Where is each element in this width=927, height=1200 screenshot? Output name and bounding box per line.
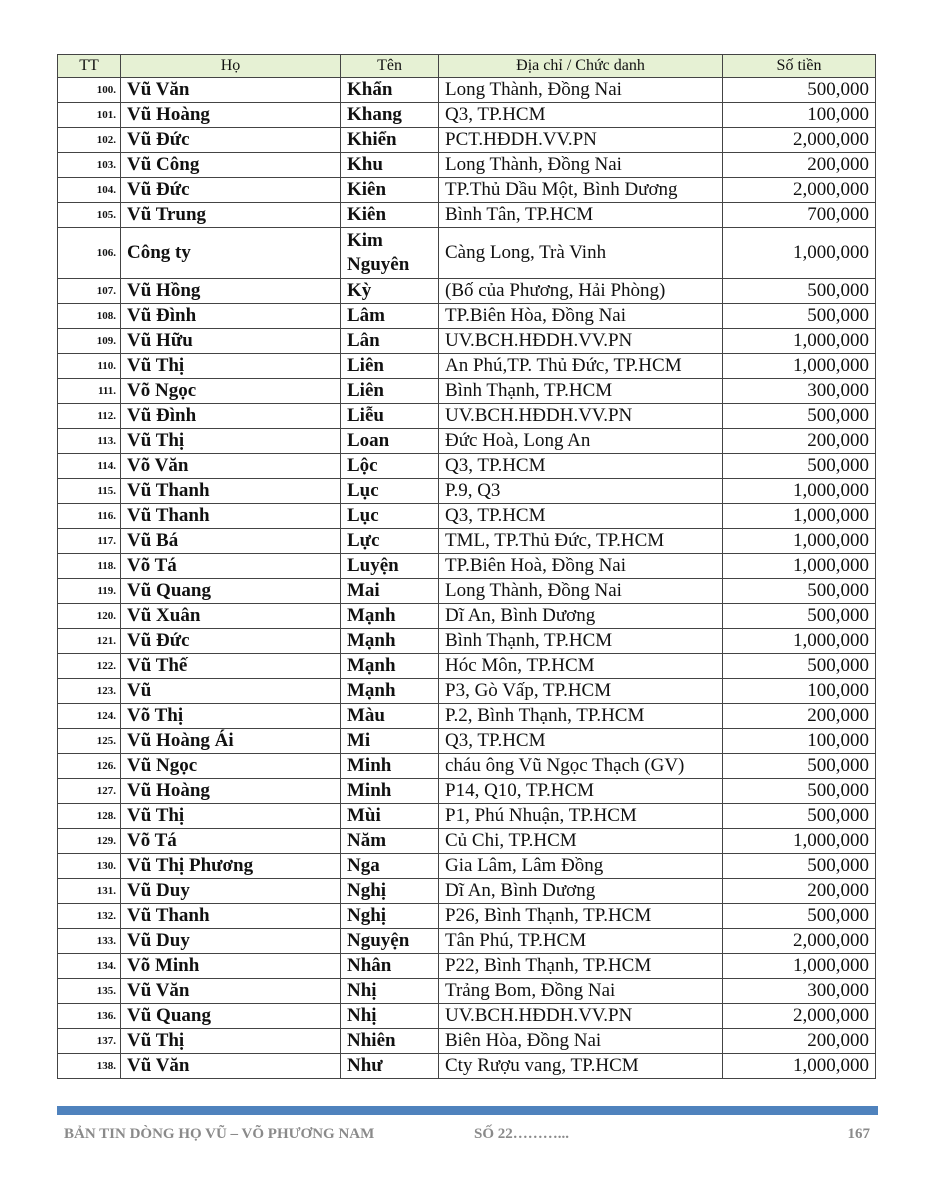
- given-name-cell: Liễu: [341, 404, 439, 429]
- table-row: [58, 854, 876, 879]
- table-row: [58, 228, 876, 279]
- address-title-cell: An Phú,TP. Thủ Đức, TP.HCM: [439, 354, 723, 379]
- family-name-cell: Vũ Thanh: [121, 479, 341, 504]
- family-name-cell: Vũ Thị: [121, 429, 341, 454]
- address-title-cell: Tân Phú, TP.HCM: [439, 929, 723, 954]
- row-number-cell: 114.: [58, 454, 121, 479]
- family-name-cell: Vũ Thị: [121, 1029, 341, 1054]
- address-title-cell: cháu ông Vũ Ngọc Thạch (GV): [439, 754, 723, 779]
- given-name-cell: Loan: [341, 429, 439, 454]
- row-number-cell: 120.: [58, 604, 121, 629]
- table-row: [58, 103, 876, 128]
- given-name-cell: Nhị: [341, 1004, 439, 1029]
- family-name-cell: Vũ Đức: [121, 629, 341, 654]
- column-header-tt: TT: [58, 55, 121, 78]
- address-title-cell: P14, Q10, TP.HCM: [439, 779, 723, 804]
- given-name-cell: Lân: [341, 329, 439, 354]
- amount-cell: 500,000: [723, 904, 876, 929]
- address-title-cell: Bình Tân, TP.HCM: [439, 203, 723, 228]
- given-name-cell: Mùi: [341, 804, 439, 829]
- row-number-cell: 124.: [58, 704, 121, 729]
- address-title-cell: Càng Long, Trà Vinh: [439, 228, 723, 279]
- row-number-cell: 126.: [58, 754, 121, 779]
- row-number-cell: 118.: [58, 554, 121, 579]
- table-row: [58, 1029, 876, 1054]
- family-name-cell: Vũ Thị: [121, 804, 341, 829]
- address-title-cell: Cty Rượu vang, TP.HCM: [439, 1054, 723, 1079]
- table-row: [58, 579, 876, 604]
- family-name-cell: Võ Văn: [121, 454, 341, 479]
- table-row: [58, 203, 876, 228]
- address-title-cell: TP.Biên Hòa, Đồng Nai: [439, 304, 723, 329]
- family-name-cell: Vũ Hữu: [121, 329, 341, 354]
- address-title-cell: PCT.HĐDH.VV.PN: [439, 128, 723, 153]
- amount-cell: 500,000: [723, 754, 876, 779]
- amount-cell: 1,000,000: [723, 479, 876, 504]
- family-name-cell: Võ Minh: [121, 954, 341, 979]
- given-name-cell: Lộc: [341, 454, 439, 479]
- family-name-cell: Vũ Duy: [121, 879, 341, 904]
- amount-cell: 1,000,000: [723, 329, 876, 354]
- given-name-cell: Lực: [341, 529, 439, 554]
- row-number-cell: 116.: [58, 504, 121, 529]
- row-number-cell: 111.: [58, 379, 121, 404]
- family-name-cell: Vũ Đình: [121, 304, 341, 329]
- given-name-cell: Liên: [341, 379, 439, 404]
- table-row: [58, 479, 876, 504]
- given-name-cell: Kim Nguyên: [341, 228, 439, 279]
- address-title-cell: P.9, Q3: [439, 479, 723, 504]
- given-name-cell: Khu: [341, 153, 439, 178]
- table-row: [58, 729, 876, 754]
- table-row: [58, 454, 876, 479]
- table-row: [58, 279, 876, 304]
- table-row: [58, 404, 876, 429]
- amount-cell: 1,000,000: [723, 354, 876, 379]
- table-row: [58, 178, 876, 203]
- family-name-cell: Vũ Thị: [121, 354, 341, 379]
- footer-page-number: 167: [847, 1126, 870, 1142]
- row-number-cell: 136.: [58, 1004, 121, 1029]
- row-number-cell: 119.: [58, 579, 121, 604]
- address-title-cell: UV.BCH.HĐDH.VV.PN: [439, 404, 723, 429]
- row-number-cell: 107.: [58, 279, 121, 304]
- table-row: [58, 1004, 876, 1029]
- row-number-cell: 121.: [58, 629, 121, 654]
- family-name-cell: Vũ Đức: [121, 178, 341, 203]
- row-number-cell: 125.: [58, 729, 121, 754]
- table-row: [58, 128, 876, 153]
- address-title-cell: UV.BCH.HĐDH.VV.PN: [439, 329, 723, 354]
- row-number-cell: 106.: [58, 228, 121, 279]
- address-title-cell: Bình Thạnh, TP.HCM: [439, 379, 723, 404]
- row-number-cell: 132.: [58, 904, 121, 929]
- family-name-cell: Vũ Thị Phương: [121, 854, 341, 879]
- footer-rule: [57, 1106, 878, 1115]
- amount-cell: 500,000: [723, 404, 876, 429]
- row-number-cell: 138.: [58, 1054, 121, 1079]
- given-name-cell: Mạnh: [341, 654, 439, 679]
- table-row: [58, 153, 876, 178]
- family-name-cell: Vũ Đức: [121, 128, 341, 153]
- donation-table: [57, 54, 876, 1079]
- given-name-cell: Mi: [341, 729, 439, 754]
- amount-cell: 1,000,000: [723, 829, 876, 854]
- amount-cell: 500,000: [723, 78, 876, 103]
- given-name-cell: Như: [341, 1054, 439, 1079]
- given-name-cell: Mạnh: [341, 604, 439, 629]
- row-number-cell: 113.: [58, 429, 121, 454]
- amount-cell: 1,000,000: [723, 228, 876, 279]
- row-number-cell: 123.: [58, 679, 121, 704]
- given-name-cell: Nga: [341, 854, 439, 879]
- family-name-cell: Vũ Văn: [121, 1054, 341, 1079]
- table-row: [58, 804, 876, 829]
- column-header-so-tien: Số tiền: [723, 55, 876, 78]
- amount-cell: 2,000,000: [723, 1004, 876, 1029]
- address-title-cell: Q3, TP.HCM: [439, 729, 723, 754]
- amount-cell: 100,000: [723, 729, 876, 754]
- family-name-cell: Vũ Trung: [121, 203, 341, 228]
- table-row: [58, 1054, 876, 1079]
- amount-cell: 500,000: [723, 804, 876, 829]
- given-name-cell: Nhị: [341, 979, 439, 1004]
- address-title-cell: Dĩ An, Bình Dương: [439, 879, 723, 904]
- amount-cell: 500,000: [723, 654, 876, 679]
- given-name-cell: Lục: [341, 479, 439, 504]
- family-name-cell: Vũ Thế: [121, 654, 341, 679]
- table-row: [58, 554, 876, 579]
- table-row: [58, 754, 876, 779]
- address-title-cell: (Bố của Phương, Hải Phòng): [439, 279, 723, 304]
- table-row: [58, 329, 876, 354]
- table-row: [58, 429, 876, 454]
- address-title-cell: TML, TP.Thủ Đức, TP.HCM: [439, 529, 723, 554]
- address-title-cell: TP.Biên Hoà, Đồng Nai: [439, 554, 723, 579]
- row-number-cell: 102.: [58, 128, 121, 153]
- amount-cell: 500,000: [723, 454, 876, 479]
- family-name-cell: Vũ Thanh: [121, 504, 341, 529]
- family-name-cell: Vũ Duy: [121, 929, 341, 954]
- table-row: [58, 929, 876, 954]
- family-name-cell: Võ Tá: [121, 554, 341, 579]
- family-name-cell: Vũ Bá: [121, 529, 341, 554]
- amount-cell: 100,000: [723, 103, 876, 128]
- given-name-cell: Năm: [341, 829, 439, 854]
- given-name-cell: Màu: [341, 704, 439, 729]
- address-title-cell: TP.Thủ Dầu Một, Bình Dương: [439, 178, 723, 203]
- table-row: [58, 529, 876, 554]
- address-title-cell: UV.BCH.HĐDH.VV.PN: [439, 1004, 723, 1029]
- amount-cell: 100,000: [723, 679, 876, 704]
- table-row: [58, 604, 876, 629]
- given-name-cell: Minh: [341, 779, 439, 804]
- address-title-cell: Q3, TP.HCM: [439, 504, 723, 529]
- footer-issue-number: SỐ 22………...: [474, 1126, 570, 1142]
- address-title-cell: P.2, Bình Thạnh, TP.HCM: [439, 704, 723, 729]
- family-name-cell: Vũ Đình: [121, 404, 341, 429]
- amount-cell: 1,000,000: [723, 554, 876, 579]
- row-number-cell: 112.: [58, 404, 121, 429]
- address-title-cell: P1, Phú Nhuận, TP.HCM: [439, 804, 723, 829]
- row-number-cell: 133.: [58, 929, 121, 954]
- row-number-cell: 128.: [58, 804, 121, 829]
- row-number-cell: 117.: [58, 529, 121, 554]
- amount-cell: 700,000: [723, 203, 876, 228]
- row-number-cell: 134.: [58, 954, 121, 979]
- address-title-cell: Củ Chi, TP.HCM: [439, 829, 723, 854]
- address-title-cell: Hóc Môn, TP.HCM: [439, 654, 723, 679]
- family-name-cell: Vũ Văn: [121, 979, 341, 1004]
- row-number-cell: 130.: [58, 854, 121, 879]
- page-footer: [64, 1126, 870, 1148]
- given-name-cell: Nghị: [341, 879, 439, 904]
- table-row: [58, 904, 876, 929]
- given-name-cell: Nguyện: [341, 929, 439, 954]
- family-name-cell: Võ Ngọc: [121, 379, 341, 404]
- given-name-cell: Lục: [341, 504, 439, 529]
- amount-cell: 1,000,000: [723, 1054, 876, 1079]
- address-title-cell: Q3, TP.HCM: [439, 454, 723, 479]
- given-name-cell: Liên: [341, 354, 439, 379]
- amount-cell: 2,000,000: [723, 128, 876, 153]
- family-name-cell: Vũ Xuân: [121, 604, 341, 629]
- family-name-cell: Vũ Hoàng: [121, 779, 341, 804]
- amount-cell: 500,000: [723, 779, 876, 804]
- amount-cell: 500,000: [723, 604, 876, 629]
- amount-cell: 1,000,000: [723, 529, 876, 554]
- row-number-cell: 109.: [58, 329, 121, 354]
- given-name-cell: Khang: [341, 103, 439, 128]
- column-header-ten: Tên: [341, 55, 439, 78]
- table-row: [58, 78, 876, 103]
- address-title-cell: Long Thành, Đồng Nai: [439, 153, 723, 178]
- amount-cell: 1,000,000: [723, 629, 876, 654]
- column-header-dia-chi: Địa chỉ / Chức danh: [439, 55, 723, 78]
- address-title-cell: P3, Gò Vấp, TP.HCM: [439, 679, 723, 704]
- amount-cell: 200,000: [723, 429, 876, 454]
- table-row: [58, 629, 876, 654]
- row-number-cell: 129.: [58, 829, 121, 854]
- table-row: [58, 654, 876, 679]
- family-name-cell: Vũ Hồng: [121, 279, 341, 304]
- given-name-cell: Mạnh: [341, 629, 439, 654]
- family-name-cell: Vũ Thanh: [121, 904, 341, 929]
- table-header-row: [58, 55, 876, 78]
- family-name-cell: Vũ: [121, 679, 341, 704]
- address-title-cell: Đức Hoà, Long An: [439, 429, 723, 454]
- given-name-cell: Kỳ: [341, 279, 439, 304]
- table-row: [58, 704, 876, 729]
- address-title-cell: P26, Bình Thạnh, TP.HCM: [439, 904, 723, 929]
- address-title-cell: Gia Lâm, Lâm Đồng: [439, 854, 723, 879]
- amount-cell: 300,000: [723, 379, 876, 404]
- amount-cell: 300,000: [723, 979, 876, 1004]
- given-name-cell: Nghị: [341, 904, 439, 929]
- family-name-cell: Vũ Ngọc: [121, 754, 341, 779]
- given-name-cell: Nhân: [341, 954, 439, 979]
- given-name-cell: Kiên: [341, 203, 439, 228]
- row-number-cell: 110.: [58, 354, 121, 379]
- family-name-cell: Vũ Hoàng Ái: [121, 729, 341, 754]
- column-header-ho: Họ: [121, 55, 341, 78]
- row-number-cell: 115.: [58, 479, 121, 504]
- row-number-cell: 127.: [58, 779, 121, 804]
- address-title-cell: Bình Thạnh, TP.HCM: [439, 629, 723, 654]
- family-name-cell: Vũ Hoàng: [121, 103, 341, 128]
- address-title-cell: Q3, TP.HCM: [439, 103, 723, 128]
- amount-cell: 1,000,000: [723, 954, 876, 979]
- address-title-cell: P22, Bình Thạnh, TP.HCM: [439, 954, 723, 979]
- amount-cell: 500,000: [723, 579, 876, 604]
- row-number-cell: 108.: [58, 304, 121, 329]
- given-name-cell: Lâm: [341, 304, 439, 329]
- amount-cell: 500,000: [723, 279, 876, 304]
- row-number-cell: 105.: [58, 203, 121, 228]
- table-row: [58, 979, 876, 1004]
- address-title-cell: Trảng Bom, Đồng Nai: [439, 979, 723, 1004]
- amount-cell: 2,000,000: [723, 929, 876, 954]
- table-row: [58, 779, 876, 804]
- table-row: [58, 504, 876, 529]
- given-name-cell: Mạnh: [341, 679, 439, 704]
- given-name-cell: Minh: [341, 754, 439, 779]
- family-name-cell: Võ Thị: [121, 704, 341, 729]
- row-number-cell: 122.: [58, 654, 121, 679]
- address-title-cell: Long Thành, Đồng Nai: [439, 579, 723, 604]
- family-name-cell: Vũ Công: [121, 153, 341, 178]
- address-title-cell: Dĩ An, Bình Dương: [439, 604, 723, 629]
- row-number-cell: 103.: [58, 153, 121, 178]
- row-number-cell: 100.: [58, 78, 121, 103]
- given-name-cell: Mai: [341, 579, 439, 604]
- table-row: [58, 829, 876, 854]
- address-title-cell: Biên Hòa, Đồng Nai: [439, 1029, 723, 1054]
- given-name-cell: Nhiên: [341, 1029, 439, 1054]
- given-name-cell: Khẩn: [341, 78, 439, 103]
- amount-cell: 500,000: [723, 304, 876, 329]
- amount-cell: 200,000: [723, 153, 876, 178]
- amount-cell: 500,000: [723, 854, 876, 879]
- row-number-cell: 135.: [58, 979, 121, 1004]
- family-name-cell: Võ Tá: [121, 829, 341, 854]
- amount-cell: 200,000: [723, 704, 876, 729]
- family-name-cell: Vũ Quang: [121, 579, 341, 604]
- table-body: [58, 78, 876, 1079]
- footer-publication-title: BẢN TIN DÒNG HỌ VŨ – VÕ PHƯƠNG NAM: [64, 1126, 375, 1142]
- table-row: [58, 879, 876, 904]
- family-name-cell: Vũ Văn: [121, 78, 341, 103]
- table-row: [58, 379, 876, 404]
- row-number-cell: 137.: [58, 1029, 121, 1054]
- row-number-cell: 101.: [58, 103, 121, 128]
- table-row: [58, 354, 876, 379]
- given-name-cell: Khiển: [341, 128, 439, 153]
- given-name-cell: Luyện: [341, 554, 439, 579]
- table-row: [58, 679, 876, 704]
- row-number-cell: 104.: [58, 178, 121, 203]
- row-number-cell: 131.: [58, 879, 121, 904]
- given-name-cell: Kiên: [341, 178, 439, 203]
- family-name-cell: Vũ Quang: [121, 1004, 341, 1029]
- amount-cell: 1,000,000: [723, 504, 876, 529]
- table-row: [58, 954, 876, 979]
- amount-cell: 2,000,000: [723, 178, 876, 203]
- address-title-cell: Long Thành, Đồng Nai: [439, 78, 723, 103]
- amount-cell: 200,000: [723, 879, 876, 904]
- family-name-cell: Công ty: [121, 228, 341, 279]
- amount-cell: 200,000: [723, 1029, 876, 1054]
- table-row: [58, 304, 876, 329]
